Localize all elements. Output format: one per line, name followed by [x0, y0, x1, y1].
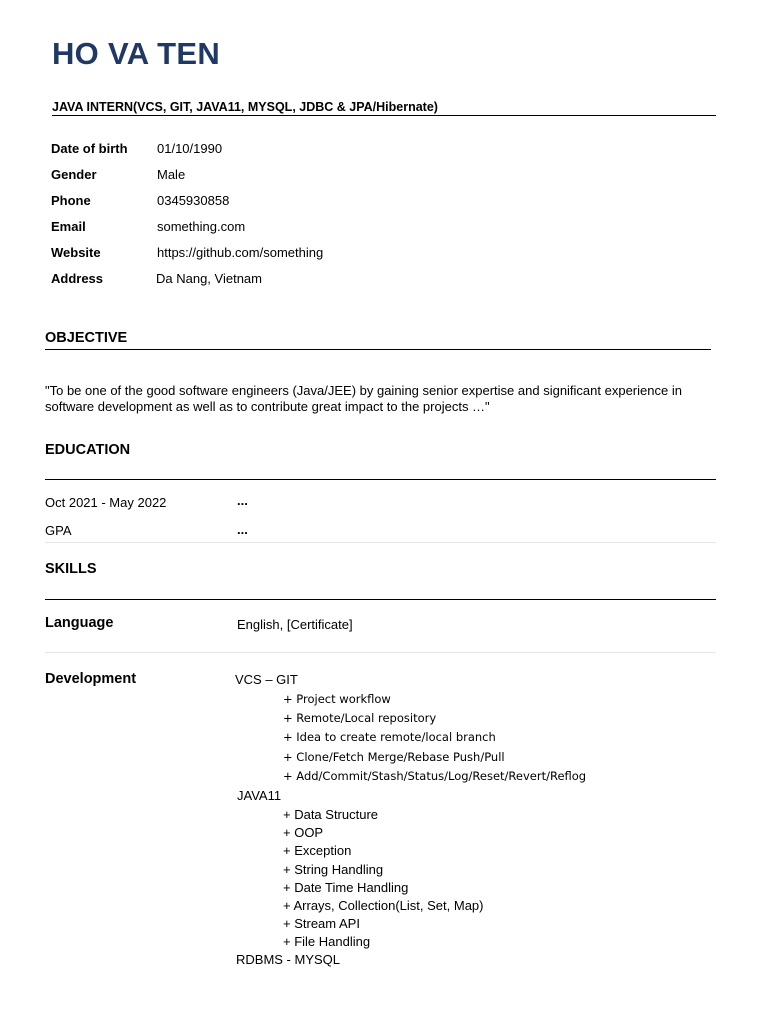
list-item: + Date Time Handling — [283, 880, 409, 895]
list-item: + Add/Commit/Stash/Status/Log/Reset/Revert/Reflog — [283, 769, 587, 783]
rdbms-title: RDBMS - MYSQL — [236, 952, 341, 967]
development-label: Development — [45, 671, 137, 687]
dob-value: 01/10/1990 — [157, 141, 223, 156]
list-item: + Idea to create remote/local branch — [283, 730, 496, 744]
phone-value: 0345930858 — [157, 193, 230, 208]
list-item: + String Handling — [283, 862, 384, 877]
job-headline: JAVA INTERN(VCS, GIT, JAVA11, MYSQL, JDBC & JPA/Hibernate) — [52, 100, 438, 114]
skills-heading: SKILLS — [45, 561, 97, 577]
language-divider — [45, 652, 716, 653]
education-heading: EDUCATION — [45, 442, 131, 458]
education-row-divider — [45, 542, 716, 543]
java-title: JAVA11 — [237, 788, 282, 803]
education-institution: ... — [237, 493, 248, 508]
list-item: + OOP — [283, 825, 324, 840]
objective-divider — [45, 349, 711, 350]
language-label: Language — [45, 615, 114, 631]
list-item: + Stream API — [283, 916, 360, 931]
list-item: + Arrays, Collection(List, Set, Map) — [283, 898, 484, 913]
gender-value: Male — [157, 167, 186, 182]
headline-divider — [52, 115, 716, 116]
list-item: + Remote/Local repository — [283, 711, 437, 725]
gpa-value: ... — [237, 522, 248, 537]
website-value: https://github.com/something — [157, 245, 324, 260]
list-item: + File Handling — [283, 934, 371, 949]
skills-divider — [45, 599, 716, 600]
website-label: Website — [51, 245, 101, 260]
language-value: English, [Certificate] — [237, 617, 353, 632]
list-item: + Project workflow — [283, 692, 391, 706]
education-period: Oct 2021 - May 2022 — [45, 495, 167, 510]
address-value: Da Nang, Vietnam — [156, 271, 262, 286]
list-item: + Exception — [283, 843, 352, 858]
list-item: + Data Structure — [283, 807, 379, 822]
objective-heading: OBJECTIVE — [45, 330, 128, 346]
gender-label: Gender — [51, 167, 97, 182]
email-value: something.com — [157, 219, 246, 234]
email-label: Email — [51, 219, 86, 234]
candidate-name: HO VA TEN — [52, 36, 221, 71]
education-divider — [45, 479, 716, 480]
vcs-title: VCS – GIT — [235, 672, 298, 687]
list-item: + Clone/Fetch Merge/Rebase Push/Pull — [283, 750, 505, 764]
phone-label: Phone — [51, 193, 91, 208]
objective-text: "To be one of the good software engineers (Java/JEE) by gaining senior expertise and significant experience in software development as well as to contribute great impact to the projects …" — [45, 383, 682, 414]
address-label: Address — [51, 271, 104, 286]
dob-label: Date of birth — [51, 141, 128, 156]
gpa-label: GPA — [45, 523, 72, 538]
